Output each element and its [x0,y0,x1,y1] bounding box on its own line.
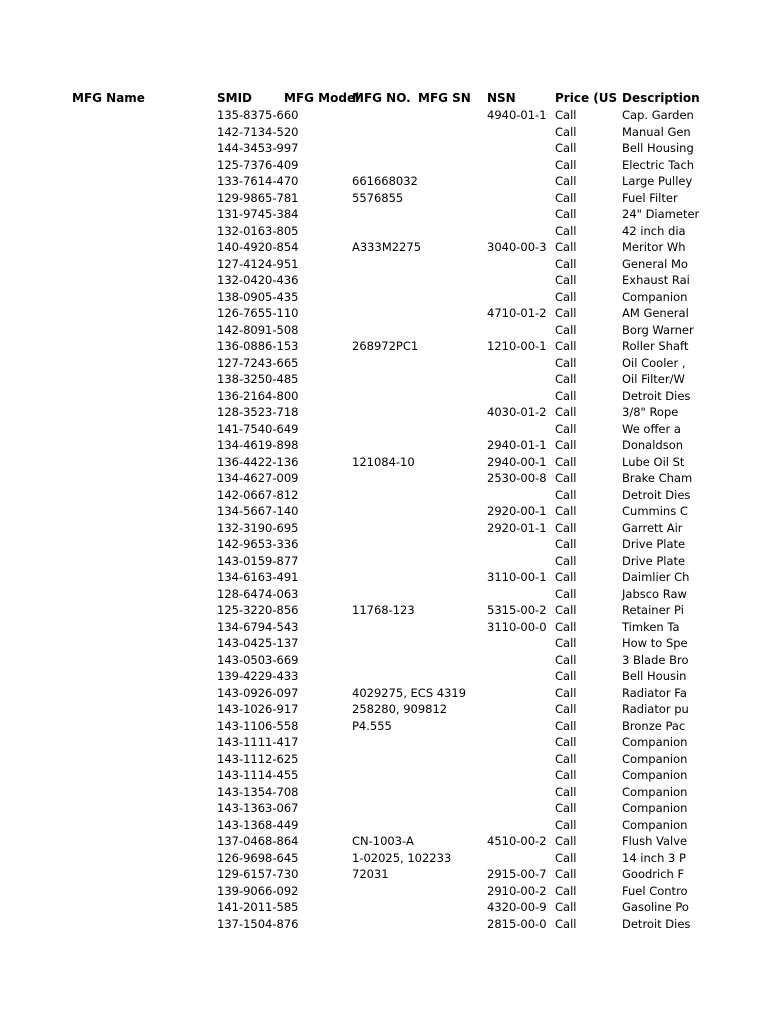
price-cell[interactable]: Call [555,768,577,782]
parts-spreadsheet [0,90,768,932]
smid-cell[interactable]: 134-4619-898 [217,438,299,452]
price-cell[interactable]: Call [555,405,577,419]
price-cell[interactable]: Call [555,520,577,535]
mfg-no-cell[interactable]: 11768-123 [352,603,415,617]
table-row [0,454,768,471]
smid-cell[interactable]: 129-9865-781 [217,190,299,205]
table-row [0,371,768,388]
smid-cell[interactable]: 140-4920-854 [217,240,299,254]
smid-cell[interactable]: 132-3190-695 [217,520,299,535]
nsn-cell[interactable]: 2915-00-7 [487,867,547,881]
description-cell[interactable]: Drive Plate [622,553,686,568]
smid-cell[interactable]: 143-1363-067 [217,801,299,815]
smid-cell[interactable]: 134-4627-009 [217,471,299,485]
description-cell[interactable]: Electric Tach [622,157,695,172]
mfg-no-cell[interactable]: A333M2275 [352,240,422,254]
price-cell[interactable]: Call [555,702,577,716]
mfg-no-cell[interactable]: 121084-10 [352,454,415,469]
description-cell[interactable]: Bronze Pac [622,718,686,733]
table-row [0,734,768,751]
mfg-no-cell[interactable]: P4.555 [352,718,392,733]
description-cell[interactable]: Exhaust Rai [622,273,690,287]
smid-cell[interactable]: 143-1112-625 [217,751,299,766]
table-row [0,338,768,355]
description-cell[interactable]: 3/8" Rope [622,405,679,419]
table-row [0,305,768,322]
smid-cell[interactable]: 141-7540-649 [217,421,299,436]
description-cell[interactable]: Cap. Garden [622,108,694,122]
price-cell[interactable]: Call [555,636,577,650]
table-row [0,289,768,306]
mfg-no-cell[interactable]: 72031 [352,867,389,881]
description-cell[interactable]: Borg Warner [622,322,694,337]
smid-cell[interactable]: 136-4422-136 [217,454,299,469]
table-row [0,536,768,553]
description-cell[interactable]: Radiator pu [622,702,689,716]
description-cell[interactable]: Companion [622,784,688,799]
price-cell[interactable]: Call [555,372,577,386]
smid-cell[interactable]: 137-0468-864 [217,834,299,848]
table-row [0,718,768,735]
mfg-no-cell[interactable]: 258280, 909812 [352,702,448,716]
table-row [0,800,768,817]
smid-cell[interactable]: 128-3523-718 [217,405,299,419]
header-nsn[interactable]: NSN [487,91,516,105]
price-cell[interactable]: Call [555,685,577,700]
description-cell[interactable]: Manual Gen [622,124,691,139]
price-cell[interactable]: Call [555,207,577,221]
table-row [0,124,768,141]
nsn-cell[interactable]: 4940-01-1 [487,108,547,122]
description-cell[interactable]: Lube Oil St [622,454,685,469]
description-cell[interactable]: Fuel Contro [622,883,688,898]
table-row [0,833,768,850]
description-cell[interactable]: Garrett Air [622,520,683,535]
smid-cell[interactable]: 126-7655-110 [217,306,299,320]
smid-cell[interactable]: 135-8375-660 [217,108,299,122]
table-row [0,503,768,520]
table-row [0,916,768,933]
description-cell[interactable]: Oil Filter/W [622,372,685,386]
description-cell[interactable]: Goodrich F [622,867,685,881]
description-cell[interactable]: Brake Cham [622,471,693,485]
table-row [0,421,768,438]
description-cell[interactable]: Daimlier Ch [622,570,690,584]
smid-cell[interactable]: 143-0926-097 [217,685,299,700]
price-cell[interactable]: Call [555,817,577,832]
table-row [0,767,768,784]
smid-cell[interactable]: 143-0425-137 [217,636,299,650]
description-cell[interactable]: Gasoline Po [622,900,689,914]
price-cell[interactable]: Call [555,388,577,403]
smid-cell[interactable]: 139-9066-092 [217,883,299,898]
description-cell[interactable]: Companion [622,751,688,766]
table-row [0,173,768,190]
smid-cell[interactable]: 136-2164-800 [217,388,299,403]
smid-cell[interactable]: 143-1106-558 [217,718,299,733]
price-cell[interactable]: Call [555,289,577,304]
smid-cell[interactable]: 143-1026-917 [217,702,299,716]
price-cell[interactable]: Call [555,570,577,584]
nsn-cell[interactable]: 2910-00-2 [487,883,547,898]
price-cell[interactable]: Call [555,751,577,766]
price-cell[interactable]: Call [555,339,577,353]
table-row [0,899,768,916]
price-cell[interactable]: Call [555,619,577,634]
header-mfg-name[interactable]: MFG Name [72,91,145,105]
price-cell[interactable]: Call [555,471,577,485]
price-cell[interactable]: Call [555,718,577,733]
header-mfg-no[interactable]: MFG NO. [352,91,411,105]
price-cell[interactable]: Call [555,438,577,452]
table-row [0,239,768,256]
description-cell[interactable]: Drive Plate [622,537,686,551]
price-cell[interactable]: Call [555,834,577,848]
nsn-cell[interactable]: 3110-00-1 [487,570,547,584]
table-row [0,685,768,702]
price-cell[interactable]: Call [555,174,577,188]
smid-cell[interactable]: 142-8091-508 [217,322,299,337]
price-cell[interactable]: Call [555,124,577,139]
table-row [0,586,768,603]
table-row [0,355,768,372]
table-row [0,206,768,223]
nsn-cell[interactable]: 2530-00-8 [487,471,547,485]
price-cell[interactable]: Call [555,223,577,238]
description-cell[interactable]: Retainer Pi [622,603,684,617]
table-row [0,784,768,801]
description-cell[interactable]: Oil Cooler , [622,355,686,370]
description-cell[interactable]: Bell Housing [622,141,694,155]
table-row [0,487,768,504]
smid-cell[interactable]: 136-0886-153 [217,339,299,353]
price-cell[interactable]: Call [555,322,577,337]
smid-cell[interactable]: 128-6474-063 [217,586,299,601]
description-cell[interactable]: Radiator Fa [622,685,687,700]
price-cell[interactable]: Call [555,883,577,898]
smid-cell[interactable]: 129-6157-730 [217,867,299,881]
nsn-cell[interactable]: 5315-00-2 [487,603,547,617]
description-cell[interactable]: Fuel Filter [622,190,678,205]
price-cell[interactable]: Call [555,801,577,815]
table-row [0,388,768,405]
smid-cell[interactable]: 143-1354-708 [217,784,299,799]
table-row [0,437,768,454]
table-row [0,140,768,157]
nsn-cell[interactable]: 3110-00-0 [487,619,547,634]
nsn-cell[interactable]: 2940-00-1 [487,454,547,469]
smid-cell[interactable]: 139-4229-433 [217,669,299,683]
mfg-no-cell[interactable]: 4029275, ECS 4319 [352,685,467,700]
price-cell[interactable]: Call [555,586,577,601]
price-cell[interactable]: Call [555,784,577,799]
smid-cell[interactable]: 125-7376-409 [217,157,299,172]
smid-cell[interactable]: 126-9698-645 [217,850,299,865]
header-mfg-model[interactable]: MFG Model [284,91,360,105]
price-cell[interactable]: Call [555,355,577,370]
smid-cell[interactable]: 132-0420-436 [217,273,299,287]
price-cell[interactable]: Call [555,735,577,749]
smid-cell[interactable]: 137-1504-876 [217,916,299,931]
price-cell[interactable]: Call [555,916,577,931]
description-cell[interactable]: Detroit Dies [622,916,691,931]
table-row [0,817,768,834]
smid-cell[interactable]: 134-5667-140 [217,504,299,518]
table-row [0,701,768,718]
description-cell[interactable]: 24" Diameter [622,207,700,221]
smid-cell[interactable]: 138-0905-435 [217,289,299,304]
description-cell[interactable]: 14 inch 3 P [622,850,686,865]
table-row [0,157,768,174]
nsn-cell[interactable]: 1210-00-1 [487,339,547,353]
mfg-no-cell[interactable]: 268972PC1 [352,339,419,353]
nsn-cell[interactable]: 4030-01-2 [487,405,547,419]
nsn-cell[interactable]: 4510-00-2 [487,834,547,848]
description-cell[interactable]: Companion [622,817,688,832]
smid-cell[interactable]: 142-9653-336 [217,537,299,551]
price-cell[interactable]: Call [555,867,577,881]
description-cell[interactable]: Cummins C [622,504,688,518]
description-cell[interactable]: How to Spe [622,636,688,650]
price-cell[interactable]: Call [555,190,577,205]
table-row [0,850,768,867]
table-row [0,256,768,273]
price-cell[interactable]: Call [555,454,577,469]
nsn-cell[interactable]: 4320-00-9 [487,900,547,914]
mfg-no-cell[interactable]: CN-1003-A [352,834,414,848]
table-row [0,272,768,289]
smid-cell[interactable]: 127-7243-665 [217,355,299,370]
table-row [0,652,768,669]
table-row [0,107,768,124]
description-cell[interactable]: We offer a [622,421,681,436]
header-smid[interactable]: SMID [217,91,253,105]
price-cell[interactable]: Call [555,652,577,667]
smid-cell[interactable]: 143-1368-449 [217,817,299,832]
description-cell[interactable]: Companion [622,768,688,782]
smid-cell[interactable]: 131-9745-384 [217,207,299,221]
price-cell[interactable]: Call [555,141,577,155]
description-cell[interactable]: Detroit Dies [622,388,691,403]
description-cell[interactable]: Roller Shaft [622,339,689,353]
description-cell[interactable]: Companion [622,289,688,304]
nsn-cell[interactable]: 4710-01-2 [487,306,547,320]
price-cell[interactable]: Call [555,421,577,436]
table-row [0,602,768,619]
description-cell[interactable]: Timken Ta [622,619,680,634]
smid-cell[interactable]: 143-0503-669 [217,652,299,667]
smid-cell[interactable]: 134-6163-491 [217,570,299,584]
smid-cell[interactable]: 134-6794-543 [217,619,299,634]
description-cell[interactable]: 3 Blade Bro [622,652,689,667]
description-cell[interactable]: AM General [622,306,689,320]
smid-cell[interactable]: 142-0667-812 [217,487,299,502]
price-cell[interactable]: Call [555,603,577,617]
price-cell[interactable]: Call [555,273,577,287]
table-row [0,751,768,768]
description-cell[interactable]: Companion [622,735,688,749]
price-cell[interactable]: Call [555,553,577,568]
smid-cell[interactable]: 127-4124-951 [217,256,299,271]
smid-cell[interactable]: 132-0163-805 [217,223,299,238]
nsn-cell[interactable]: 3040-00-3 [487,240,547,254]
description-cell[interactable]: Companion [622,801,688,815]
mfg-no-cell[interactable]: 1-02025, 102233 [352,850,452,865]
smid-cell[interactable]: 142-7134-520 [217,124,299,139]
price-cell[interactable]: Call [555,900,577,914]
table-row [0,635,768,652]
price-cell[interactable]: Call [555,306,577,320]
description-cell[interactable]: 42 inch dia [622,223,686,238]
description-cell[interactable]: Large Pulley [622,174,693,188]
nsn-cell[interactable]: 2815-00-0 [487,916,547,931]
description-cell[interactable]: Flush Valve [622,834,688,848]
table-row [0,520,768,537]
nsn-cell[interactable]: 2920-01-1 [487,520,547,535]
smid-cell[interactable]: 133-7614-470 [217,174,299,188]
table-row [0,619,768,636]
description-cell[interactable]: Detroit Dies [622,487,691,502]
description-cell[interactable]: Meritor Wh [622,240,686,254]
table-row [0,883,768,900]
price-cell[interactable]: Call [555,850,577,865]
smid-cell[interactable]: 141-2011-585 [217,900,299,914]
price-cell[interactable]: Call [555,669,577,683]
smid-cell[interactable]: 144-3453-997 [217,141,299,155]
price-cell[interactable]: Call [555,537,577,551]
price-cell[interactable]: Call [555,157,577,172]
description-cell[interactable]: Donaldson [622,438,684,452]
table-row [0,223,768,240]
table-row [0,470,768,487]
table-body [0,107,768,932]
header-description[interactable]: Description [622,91,700,105]
table-row [0,404,768,421]
mfg-no-cell[interactable]: 661668032 [352,174,418,188]
price-cell[interactable]: Call [555,240,577,254]
header-mfg-sn[interactable]: MFG SN [418,91,471,105]
price-cell[interactable]: Call [555,504,577,518]
smid-cell[interactable]: 125-3220-856 [217,603,299,617]
table-row [0,668,768,685]
nsn-cell[interactable]: 2920-00-1 [487,504,547,518]
description-cell[interactable]: Bell Housin [622,669,687,683]
smid-cell[interactable]: 143-0159-877 [217,553,299,568]
smid-cell[interactable]: 143-1114-455 [217,768,299,782]
nsn-cell[interactable]: 2940-01-1 [487,438,547,452]
table-row [0,553,768,570]
header-price[interactable]: Price (US [555,91,618,105]
smid-cell[interactable]: 143-1111-417 [217,735,299,749]
table-row [0,569,768,586]
smid-cell[interactable]: 138-3250-485 [217,372,299,386]
price-cell[interactable]: Call [555,256,577,271]
price-cell[interactable]: Call [555,108,577,122]
header-row [0,90,768,107]
table-row [0,190,768,207]
mfg-no-cell[interactable]: 5576855 [352,190,404,205]
price-cell[interactable]: Call [555,487,577,502]
table-row [0,322,768,339]
table-row [0,866,768,883]
description-cell[interactable]: Jabsco Raw [622,586,687,601]
description-cell[interactable]: General Mo [622,256,688,271]
